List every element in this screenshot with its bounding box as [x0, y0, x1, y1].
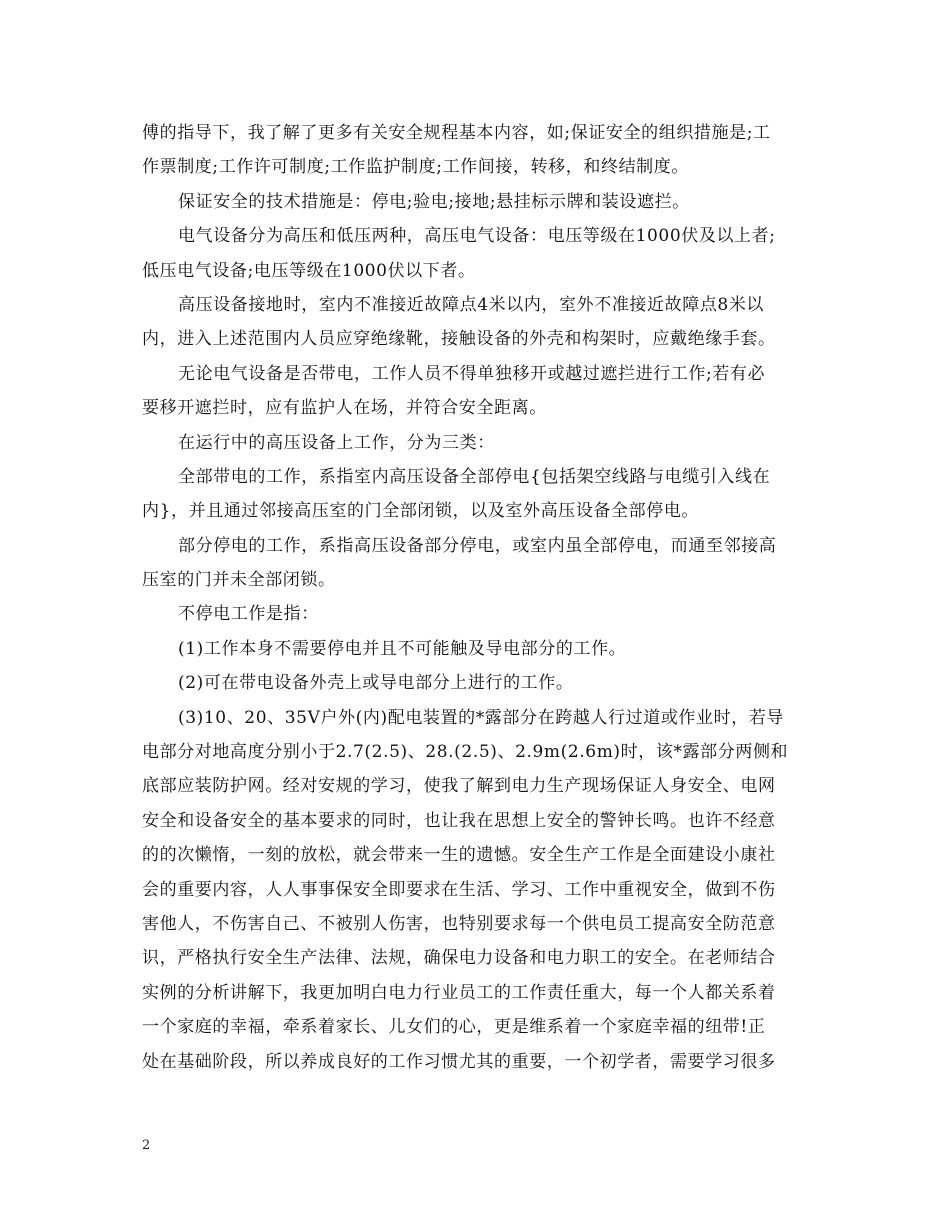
text-line: 内，进入上述范围内人员应穿绝缘靴，接触设备的外壳和构架时，应戴绝缘手套。: [142, 329, 776, 350]
text-line: 傅的指导下，我了解了更多有关安全规程基本内容，如;保证安全的组织措施是;工: [142, 123, 771, 143]
text-line: 会的重要内容，人人事事保安全即要求在生活、学习、工作中重视安全，做到不伤: [142, 879, 776, 900]
text-line: 全部带电的工作，系指室内高压设备全部停电{包括架空线路与电缆引入线在: [178, 466, 771, 487]
text-line: 压室的门并未全部闭锁。: [142, 570, 336, 591]
text-line: 的的次懒惰，一刻的放松，就会带来一生的遗憾。安全生产工作是全面建设小康社: [142, 845, 776, 866]
text-line: 低压电气设备;电压等级在1000伏以下者。: [142, 260, 476, 281]
text-line: 高压设备接地时，室内不准接近故障点4米以内，室外不准接近故障点8米以: [178, 294, 765, 315]
text-line: 作票制度;工作许可制度;工作监护制度;工作间接，转移，和终结制度。: [142, 157, 689, 178]
text-line: (3)10、20、35V户外(内)配电装置的*露部分在跨越人行过道或作业时，若导: [178, 707, 785, 728]
text-line: (1)工作本身不需要停电并且不可能触及导电部分的工作。: [178, 638, 627, 659]
text-line: 实例的分析讲解下，我更加明白电力行业员工的工作责任重大，每一个人都关系着: [142, 982, 776, 1003]
text-line: 害他人，不伤害自己、不被别人伤害，也特别要求每一个供电员工提高安全防范意: [142, 913, 776, 934]
page-number: 2: [142, 1138, 151, 1153]
text-line: 内}，并且通过邻接高压室的门全部闭锁，以及室外高压设备全部停电。: [142, 501, 700, 522]
text-line: 保证安全的技术措施是：停电;验电;接地;悬挂标示牌和装设遮拦。: [178, 191, 690, 212]
text-line: 一个家庭的幸福，牵系着家长、儿女们的心，更是维系着一个家庭幸福的纽带!正: [142, 1017, 766, 1038]
text-line: 不停电工作是指：: [178, 604, 319, 625]
text-line: 底部应装防护网。经对安规的学习，使我了解到电力生产现场保证人身安全、电网: [142, 776, 776, 797]
text-line: 处在基础阶段，所以养成良好的工作习惯尤其的重要，一个初学者，需要学习很多: [142, 1051, 776, 1072]
text-line: 无论电气设备是否带电，工作人员不得单独移开或越过遮拦进行工作;若有必: [178, 363, 766, 384]
text-line: 部分停电的工作，系指高压设备部分停电，或室内虽全部停电，而通至邻接高: [178, 535, 777, 556]
text-line: 在运行中的高压设备上工作，分为三类：: [178, 432, 495, 453]
text-line: 安全和设备安全的基本要求的同时，也让我在思想上安全的警钟长鸣。也许不经意: [142, 810, 776, 831]
text-line: (2)可在带电设备外壳上或导电部分上进行的工作。: [178, 673, 574, 694]
text-line: 识，严格执行安全生产法律、法规，确保电力设备和电力职工的安全。在老师结合: [142, 948, 776, 969]
text-line: 电气设备分为高压和低压两种，高压电气设备：电压等级在1000伏及以上者;: [178, 226, 776, 247]
text-line: 要移开遮拦时，应有监护人在场，并符合安全距离。: [142, 398, 547, 419]
text-line: 电部分对地高度分别小于2.7(2.5)、28.(2.5)、2.9m(2.6m)时，该*露部分两侧和: [142, 742, 789, 763]
document-body: [142, 116, 812, 1079]
